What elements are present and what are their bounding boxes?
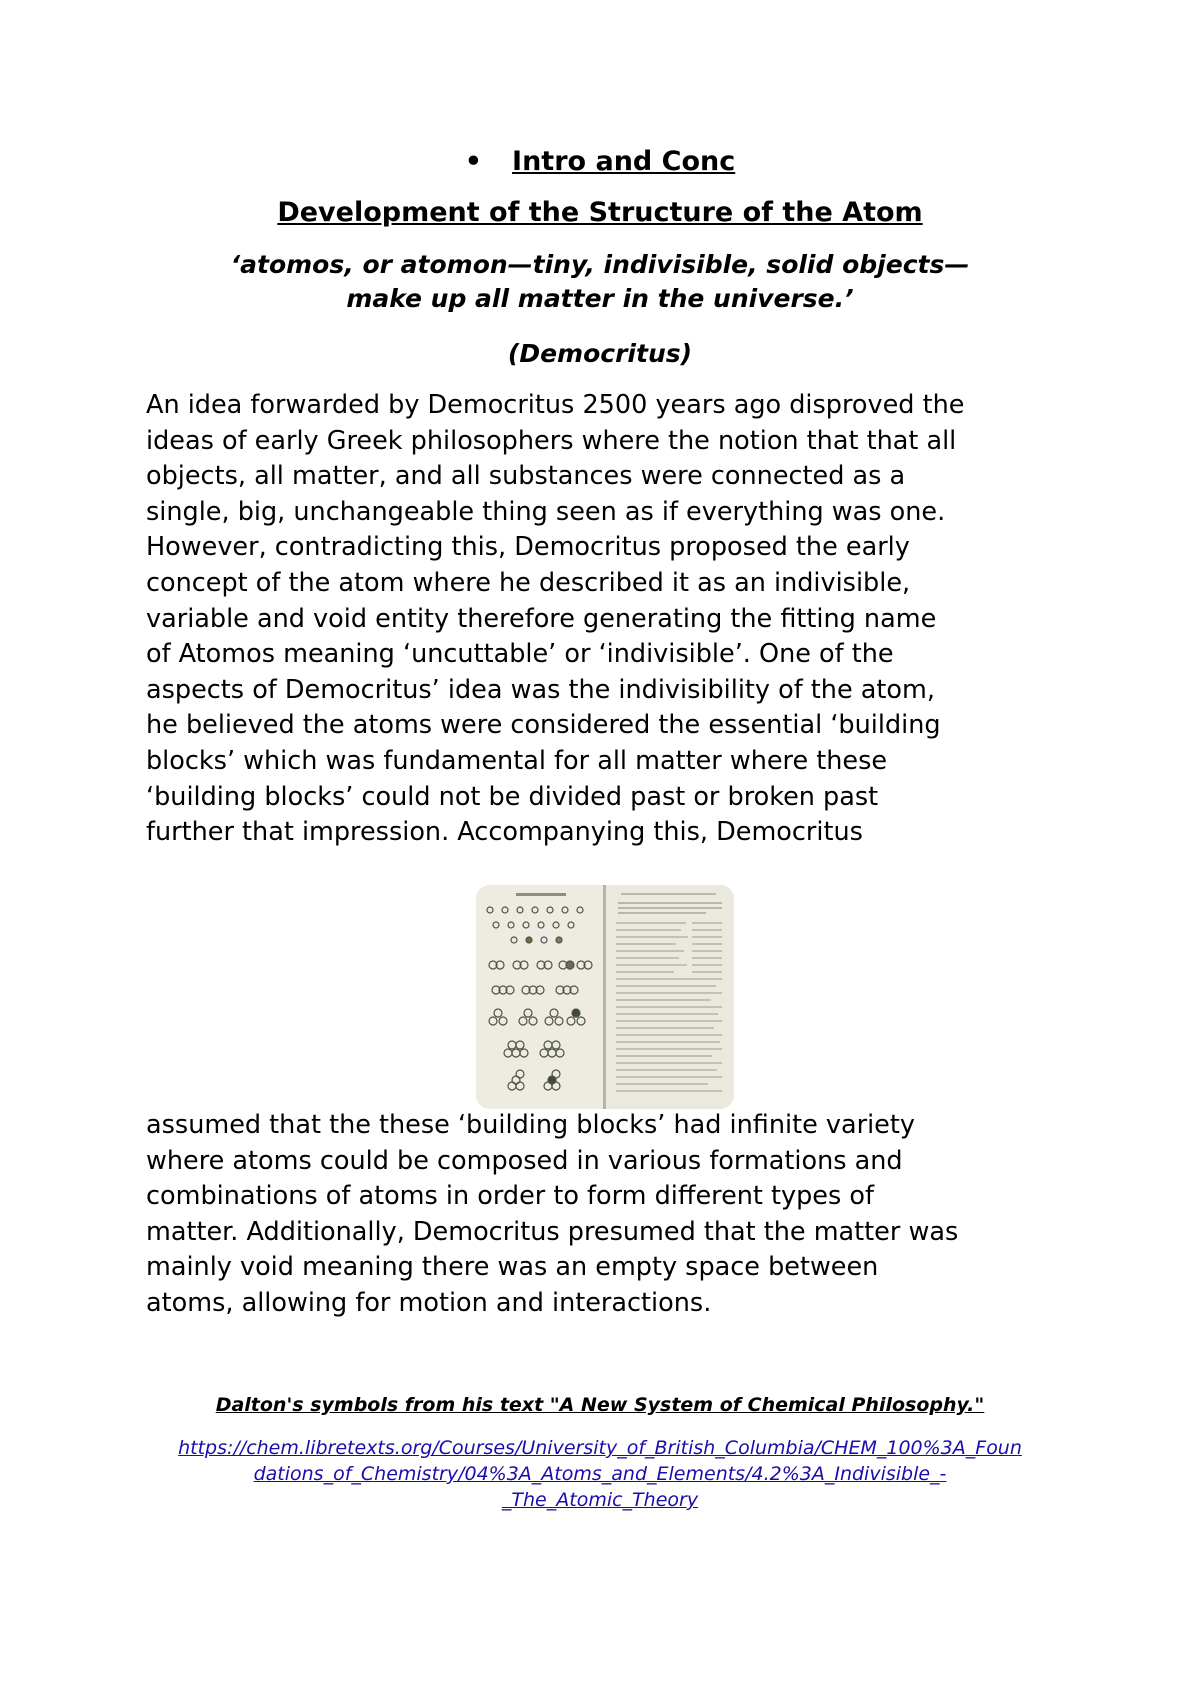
text-line: atoms, allowing for motion and interactions. [146,1287,712,1318]
quote-line: make up all matter in the universe.’ [346,284,854,313]
text-line: ‘building blocks’ could not be divided past or broken past [146,781,879,812]
text-line: assumed that the these ‘building blocks’ had infinite variety [146,1110,915,1140]
text-line: single, big, unchangeable thing seen as if everything was one. [146,496,946,527]
text-line: he believed the atoms were considered the essential ‘building [146,710,941,741]
source-link[interactable] [140,1435,1060,1513]
text-line: However, contradicting this, Democritus proposed the early [146,532,910,563]
quote-line: ‘atomos, or atomon—tiny, indivisible, solid objects— [230,250,970,279]
body-paragraph-2 [146,1108,1076,1322]
quote-author: (Democritus) [507,339,693,368]
text-line: blocks’ which was fundamental for all matter where these [146,745,888,776]
text-line: mainly void meaning there was an empty space between [146,1252,879,1283]
text-line: further that impression. Accompanying this, Democritus [146,817,863,848]
text-line: combinations of atoms in order to form different types of [146,1181,874,1212]
bullet-icon: • [464,146,483,177]
page-title: Development of the Structure of the Atom [277,197,923,228]
source-link-line[interactable]: https://chem.libretexts.org/Courses/University_of_British_Columbia/CHEM_100%3A_Foun [178,1437,1022,1459]
text-line: An idea forwarded by Democritus 2500 years ago disproved the [146,390,965,420]
text-line: aspects of Democritus’ idea was the indivisibility of the atom, [146,674,935,705]
section-heading-text: Intro and Conc [512,146,736,177]
body-paragraph-1 [146,388,1076,851]
source-link-line[interactable]: _The_Atomic_Theory [501,1489,699,1511]
figure-caption: Dalton's symbols from his text "A New System of Chemical Philosophy." [215,1394,985,1416]
text-line: matter. Additionally, Democritus presumed that the matter was [146,1216,959,1247]
source-link-line[interactable]: dations_of_Chemistry/04%3A_Atoms_and_Elements/4.2%3A_Indivisible_- [253,1463,947,1485]
text-line: objects, all matter, and all substances were connected as a [146,461,906,492]
quote [0,248,1200,316]
text-line: concept of the atom where he described it as an indivisible, [146,567,911,598]
text-line: variable and void entity therefore generating the fitting name [146,603,937,634]
dalton-symbols-book-icon [476,885,734,1109]
text-line: where atoms could be composed in various formations and [146,1145,903,1176]
section-heading [0,145,1200,179]
dalton-symbols-image [476,885,734,1109]
text-line: ideas of early Greek philosophers where the notion that that all [146,425,957,456]
text-line: of Atomos meaning ‘uncuttable’ or ‘indivisible’. One of the [146,639,894,670]
